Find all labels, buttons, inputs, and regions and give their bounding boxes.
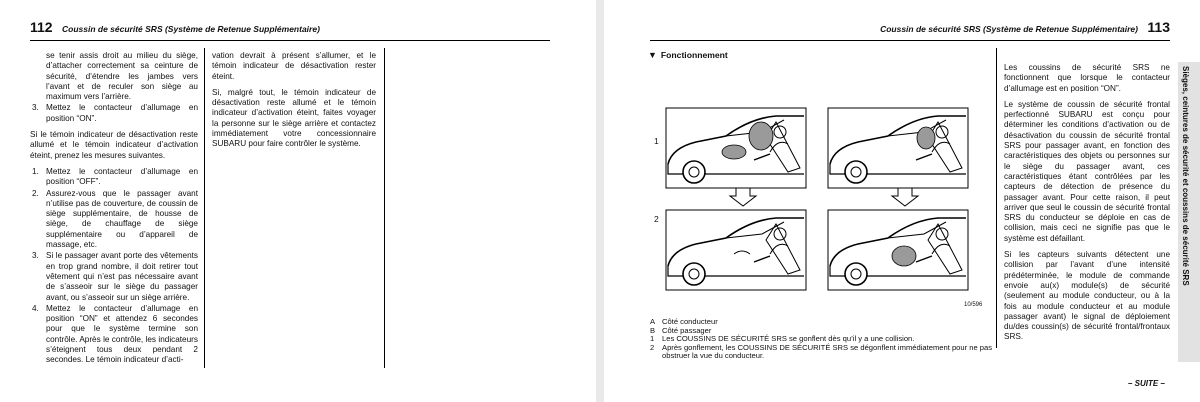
- airbag-figure: [652, 100, 972, 310]
- figure-label-2: 2: [654, 214, 659, 224]
- paragraph: Les coussins de sécurité SRS ne fonctionnent que lorsque le contacteur d’allumage est en position “ON”.: [1004, 63, 1170, 93]
- list-item: 2. Assurez-vous que le passager avant n’utilise pas de couverture, de coussin de siège supplémentaire, de housse de siège, de chauffage de siège supplémentaire ou d’appareil de massage, etc.: [32, 188, 198, 250]
- right-header: [650, 18, 1170, 41]
- page-number: 112: [30, 19, 53, 35]
- left-header: [30, 18, 550, 41]
- page-number: 113: [1147, 19, 1170, 35]
- triangle-bullet-icon: ▼: [648, 50, 657, 60]
- paragraph: Si les capteurs suivants détectent une collision par l’avant d’une intensité prédéterminée, le module de commande envoie au(x) module(s) de sécurité (seulement au module conducteur, ou à la fois au module conducteur et au module passager avant) le signal de déploiement du/des coussin(s) de sécurité frontal/frontaux SRS.: [1004, 250, 1170, 342]
- airbag-illustration: [652, 100, 972, 310]
- list-item: 3. Mettez le contacteur d’allumage en position “ON”.: [32, 103, 198, 123]
- running-title: Coussin de sécurité SRS (Système de Retenue Supplémentaire): [62, 24, 320, 34]
- left-column-1: [30, 51, 198, 372]
- paragraph: Si le témoin indicateur de désactivation reste allumé et le témoin indicateur d’activation éteint, prenez les mesures suivantes.: [30, 130, 198, 160]
- legend-item: B Côté passager: [650, 325, 712, 335]
- list-item: 4. Mettez le contacteur d’allumage en position “ON” et attendez 6 secondes pour que le système termine son contrôle. Après le contrôle, les indicateurs s’éteignent tous deux pendant 2 secondes. Le témoin indicateur d’acti-: [32, 303, 198, 365]
- step-list: [30, 167, 198, 366]
- figure-legend: [648, 318, 998, 361]
- paragraph: Le système de coussin de sécurité frontal perfectionné SUBARU est conçu pour déterminer les conditions d’activation ou de désactivation du coussin de sécurité frontal SRS pour passager avant, en fonction des caractéristiques des objets ou personnes sur le siège du passager avant, ces caractéristiques étant contrôlées par les capteurs de détection de présence du passager avant. Pour cette raison, il peut arriver que seul le coussin de sécurité frontal SRS du conducteur se déploie en cas de collision, mais ceci ne signifie pas que le système est défaillant.: [1004, 99, 1170, 243]
- list-item: se tenir assis droit au milieu du siège, d’attacher correctement sa ceinture de sécurité, d’étendre les jambes vers l’avant et de reculer son siège au maximum vers l’arrière.: [46, 51, 198, 102]
- paragraph: Si, malgré tout, le témoin indicateur de désactivation reste allumé et le témoin indicateur d’activation éteint, faites voyager la personne sur le siège arrière et contactez immédiatement votre concessionnaire SUBARU pour faire contrôler le système.: [212, 87, 376, 149]
- column-divider: [384, 48, 385, 368]
- figure-label-1: 1: [654, 136, 659, 146]
- section-heading: ▼ Fonctionnement: [648, 50, 728, 60]
- column-divider: [996, 48, 997, 348]
- chapter-tab-label: Sièges, ceintures de sécurité et coussins de sécurité SRS: [1181, 66, 1190, 286]
- step-list-continued: [30, 51, 198, 124]
- left-column-2: [212, 51, 376, 156]
- running-title: Coussin de sécurité SRS (Système de Retenue Supplémentaire): [880, 24, 1138, 34]
- continued-marker: – SUITE –: [1128, 379, 1165, 388]
- right-text-column: [1004, 63, 1170, 349]
- list-item: 1. Mettez le contacteur d’allumage en position “OFF”.: [32, 166, 198, 187]
- legend-item: 1 Les COUSSINS DE SÉCURITÉ SRS se gonflent dès qu’il y a une collision.: [650, 334, 915, 344]
- list-item: 3. Si le passager avant porte des vêtements en trop grand nombre, il doit retirer tout vêtement qui n’est pas nécessaire avant de s’asseoir sur le siège du passager avant, ou s’asseoir sur un siège arrière.: [32, 251, 198, 302]
- paragraph: vation devrait à présent s’allumer, et le témoin indicateur de désactivation rester éteint.: [212, 51, 376, 81]
- figure-id: 10/596: [964, 302, 983, 308]
- legend-item: A Côté conducteur: [650, 317, 718, 326]
- column-divider: [204, 48, 205, 368]
- legend-item: 2 Après gonflement, les COUSSINS DE SÉCURITÉ SRS se dégonflent immédiatement pour ne pas obstruer la vue du conducteur.: [650, 342, 993, 361]
